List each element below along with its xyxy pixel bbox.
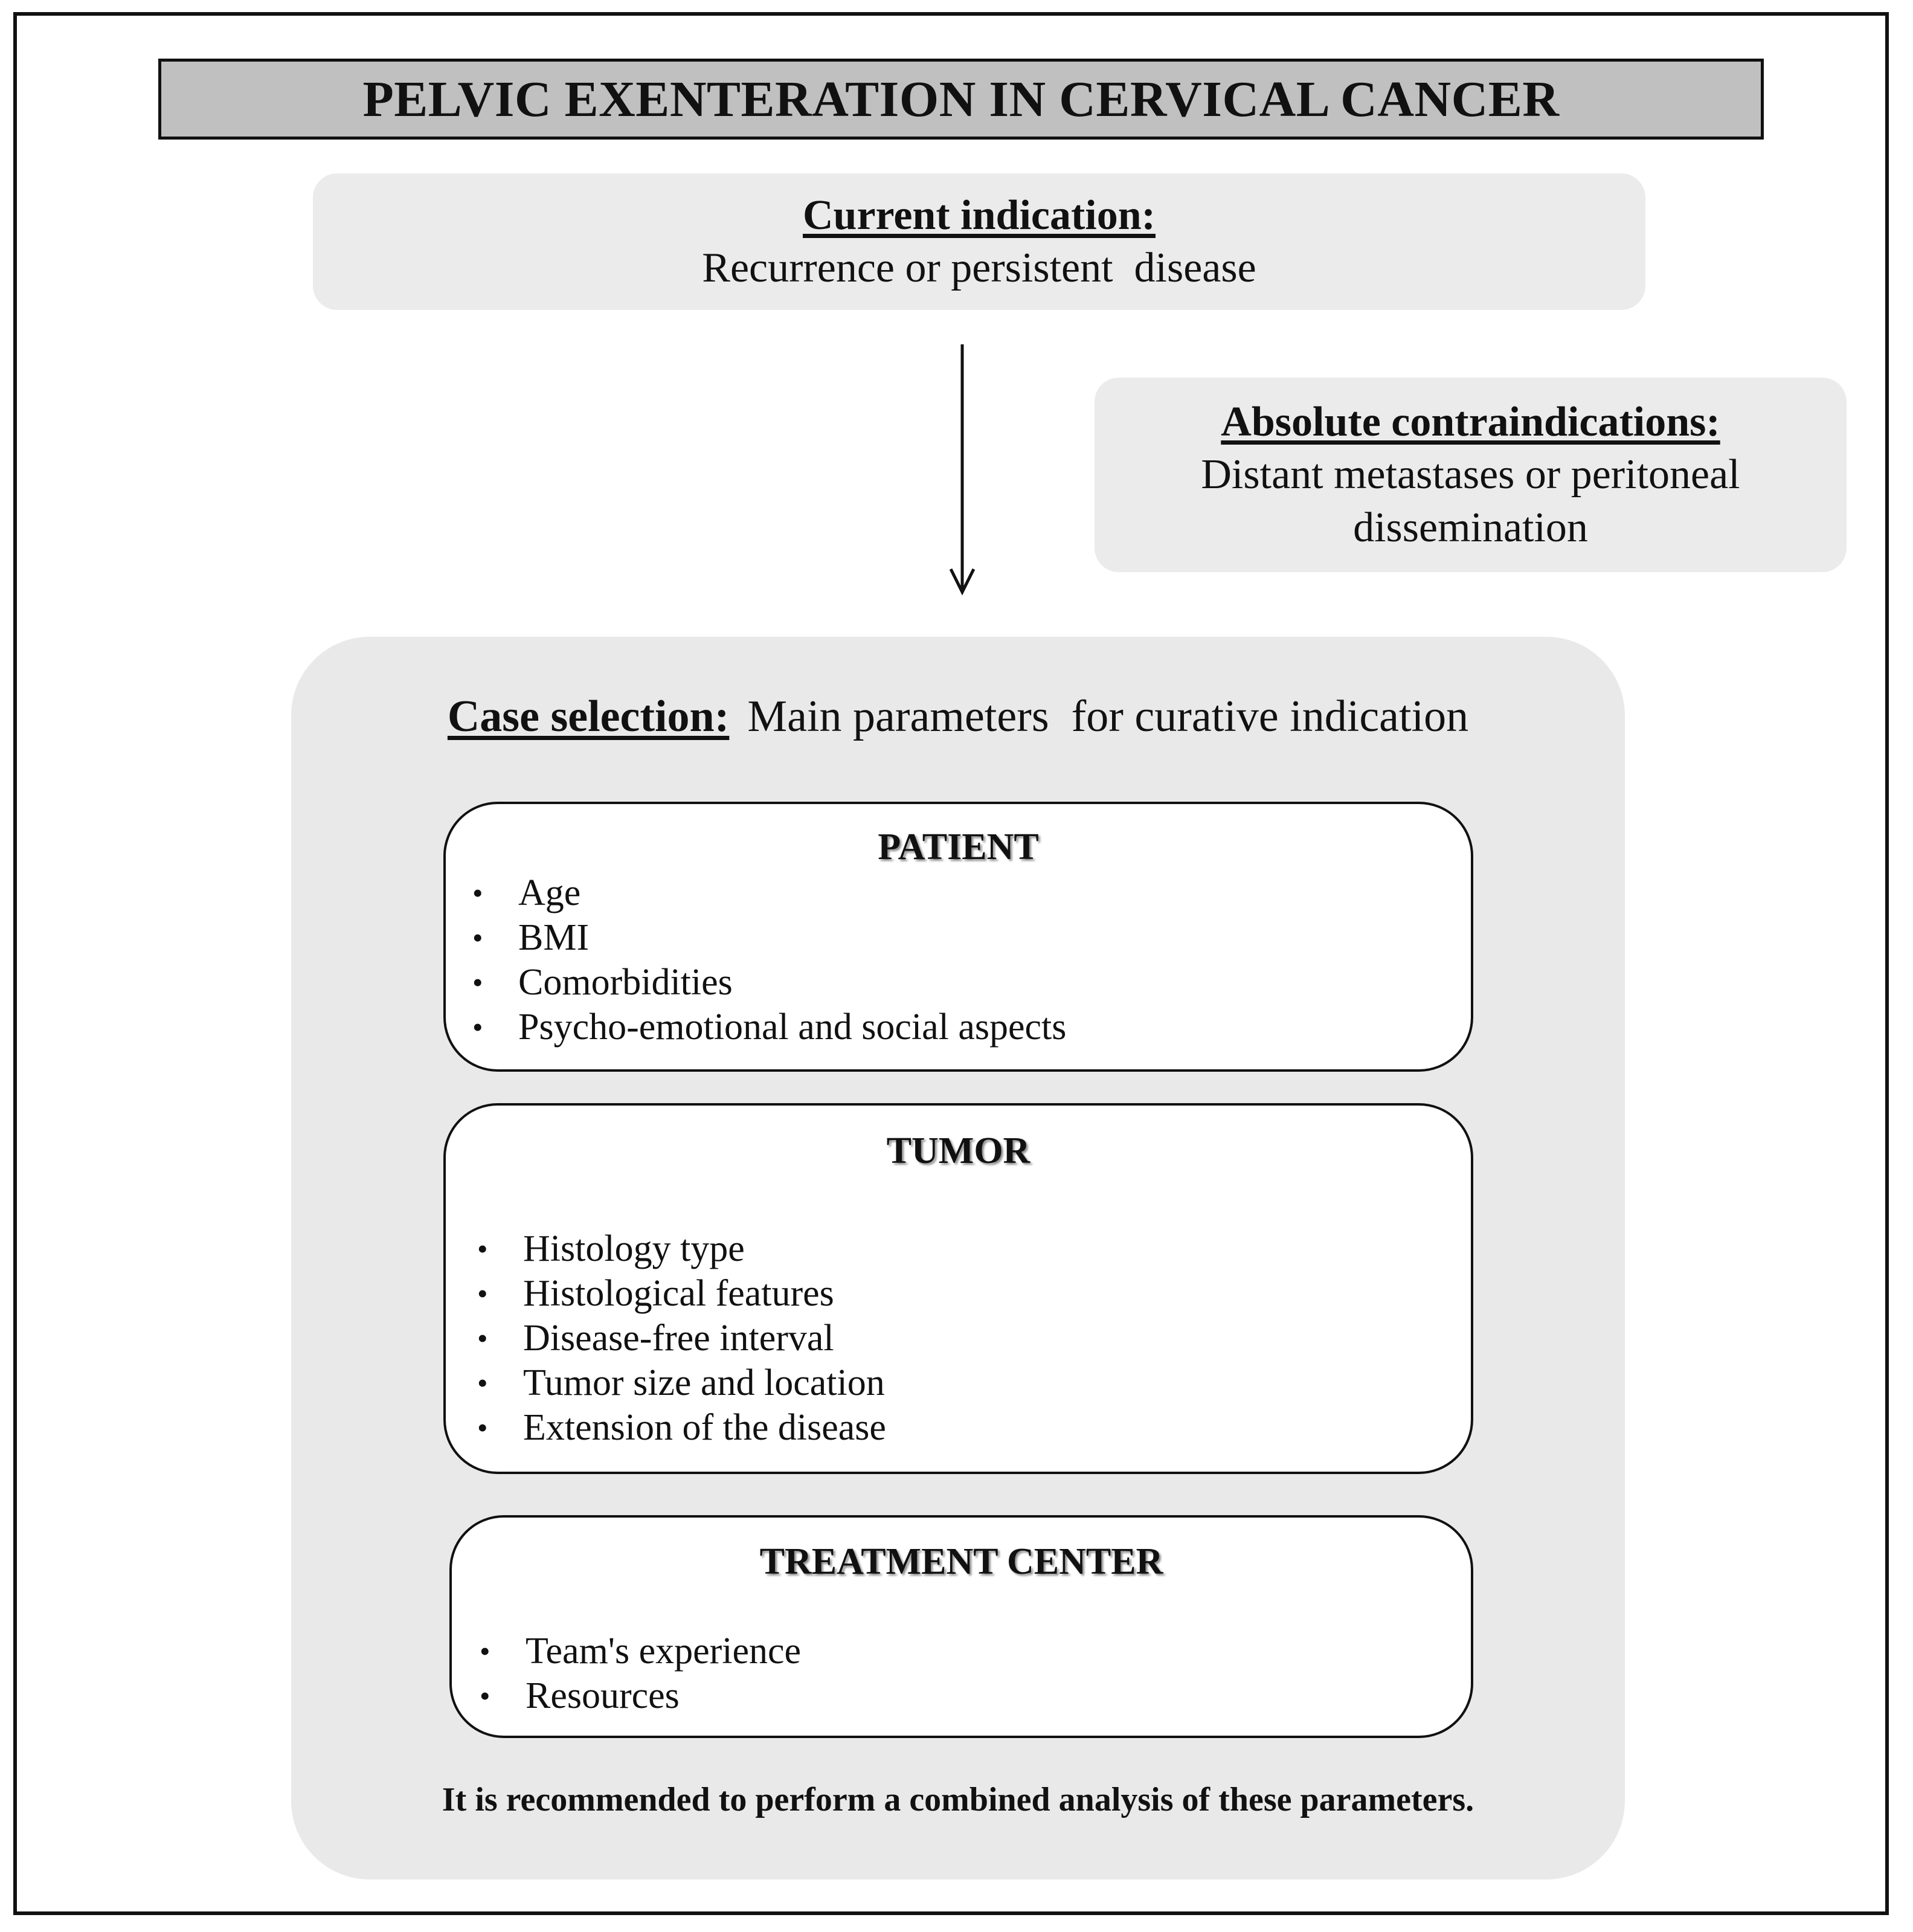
- absolute-contraindications-box: [1095, 378, 1847, 572]
- patient-card: [443, 802, 1473, 1072]
- current-indication-text: Recurrence or persistent disease: [702, 245, 1256, 291]
- list-item: • Psycho-emotional and social aspects: [472, 1005, 1066, 1049]
- contraindications-line-1: Distant metastases or peritoneal: [1201, 451, 1740, 498]
- recommendation-note: It is recommended to perform a combined analysis of these parameters.: [442, 1781, 1474, 1818]
- diagram-title: PELVIC EXENTERATION IN CERVICAL CANCER: [362, 71, 1560, 127]
- list-item: • Disease-free interval: [477, 1316, 886, 1360]
- current-indication-box: [313, 173, 1645, 310]
- down-arrow-icon: [948, 344, 976, 598]
- tumor-list: [477, 1226, 886, 1450]
- tumor-title: TUMOR: [886, 1130, 1030, 1171]
- contraindications-line-2: dissemination: [1353, 504, 1588, 551]
- case-selection-text: Main parameters for curative indication: [747, 692, 1469, 741]
- tumor-card: [443, 1103, 1473, 1474]
- case-selection-panel: [291, 637, 1625, 1879]
- patient-list: [472, 871, 1066, 1049]
- current-indication-heading: Current indication:: [803, 192, 1156, 239]
- contraindications-heading: Absolute contraindications:: [1221, 398, 1720, 445]
- list-item: • BMI: [472, 915, 1066, 960]
- list-item: • Histology type: [477, 1226, 886, 1271]
- treatment-center-card: [449, 1515, 1473, 1738]
- list-item: • Resources: [480, 1673, 801, 1718]
- patient-title: PATIENT: [878, 826, 1039, 868]
- list-item: • Tumor size and location: [477, 1360, 886, 1405]
- case-selection-label: Case selection:: [447, 692, 730, 741]
- list-item: • Histological features: [477, 1271, 886, 1316]
- list-item: • Comorbidities: [472, 960, 1066, 1005]
- title-banner: [158, 59, 1764, 140]
- treatment-center-list: [480, 1629, 801, 1718]
- treatment-center-title: TREATMENT CENTER: [759, 1541, 1163, 1582]
- list-item: • Age: [472, 871, 1066, 915]
- list-item: • Team's experience: [480, 1629, 801, 1673]
- list-item: • Extension of the disease: [477, 1405, 886, 1450]
- case-selection-heading: [291, 691, 1625, 742]
